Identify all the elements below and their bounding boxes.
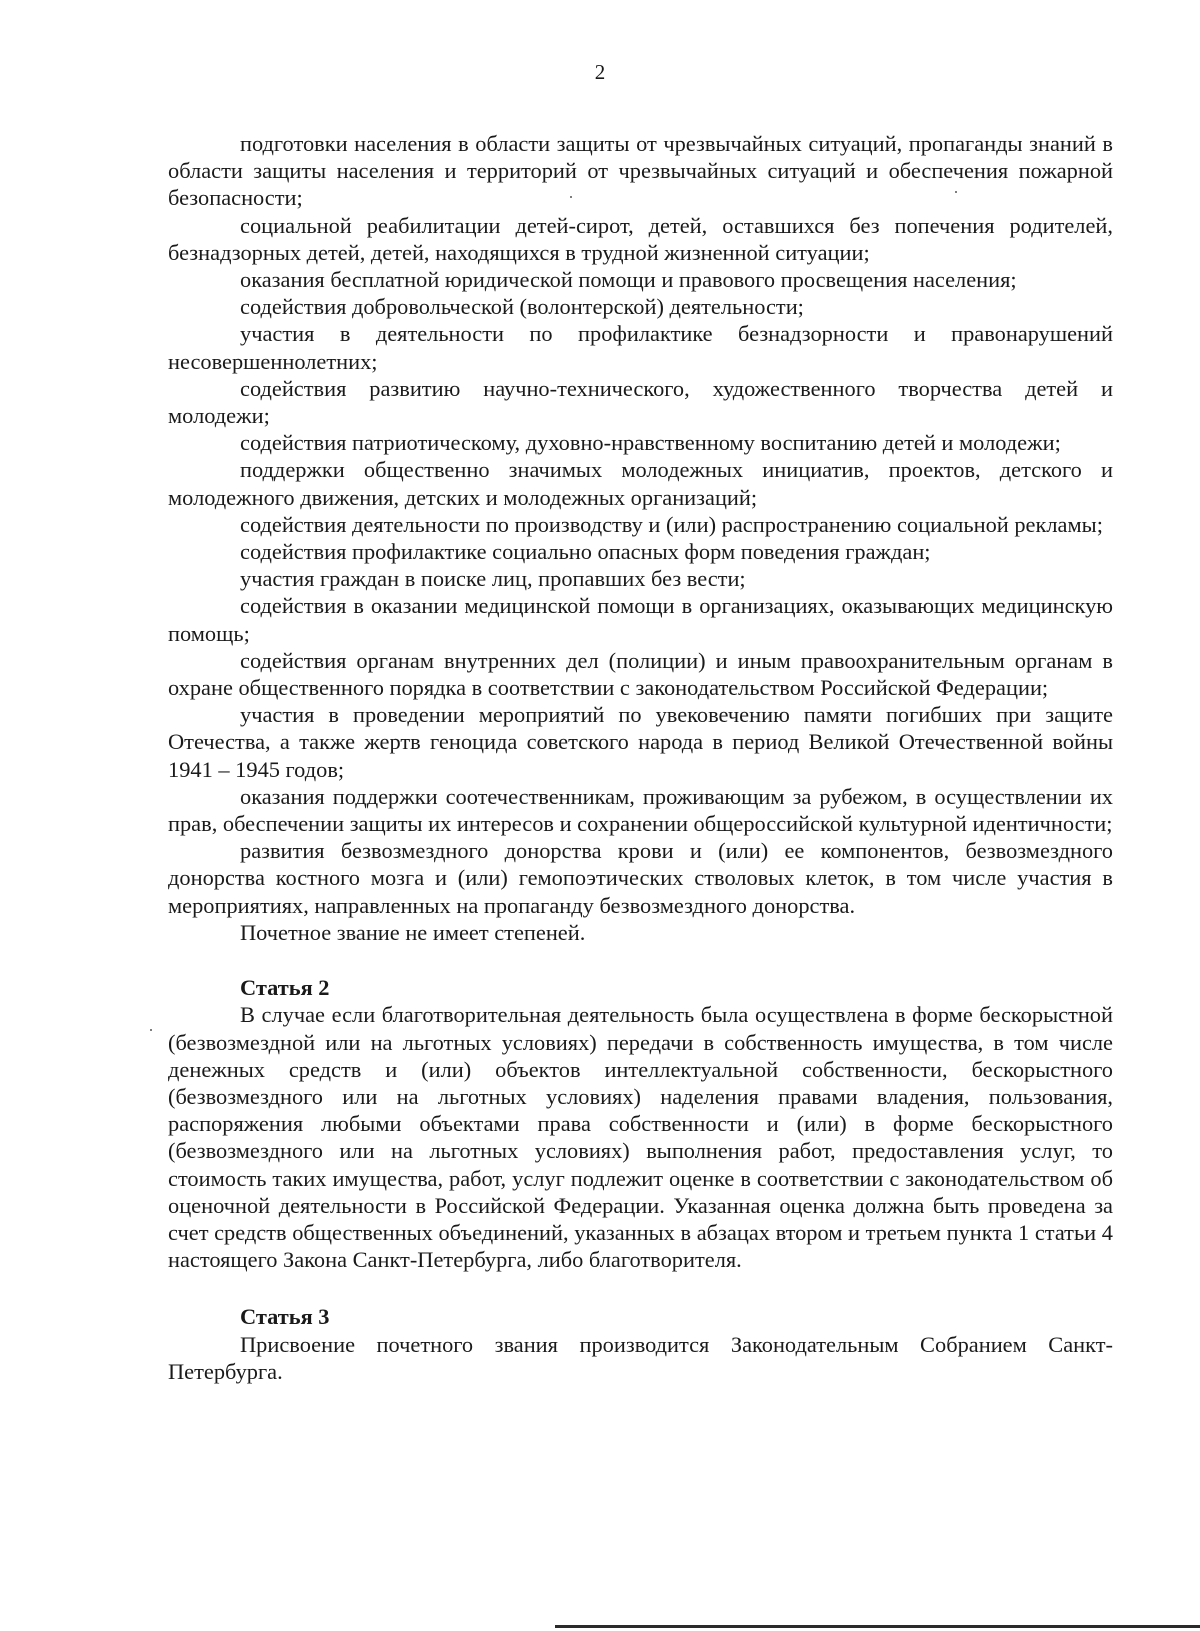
list-item: оказания поддержки соотечественникам, проживающим за рубежом, в осуществлении их прав, обеспечении защиты их интересов и сохранении общероссийской культурной идентичности; [168,783,1113,837]
page-number: 2 [594,60,606,84]
list-item: участия в проведении мероприятий по увековечению памяти погибших при защите Отечества, а также жертв геноцида советского народа в период Великой Отечественной войны 1941 – 1945 годов; [168,702,1113,782]
article-3 [168,1303,1113,1385]
list-item: содействия профилактике социально опасных форм поведения граждан; [240,539,931,565]
scan-edge-line [555,1625,1200,1628]
list-item: подготовки населения в области защиты от чрезвычайных ситуаций, пропаганды знаний в области защиты населения и территорий от чрезвычайных ситуаций и обеспечения пожарной безопасности; [168,131,1113,211]
list-item: содействия деятельности по производству и (или) распространению социальной рекламы; [240,511,1103,537]
list-item: поддержки общественно значимых молодежных инициатив, проектов, детского и молодежного движения, детских и молодежных организаций; [168,457,1113,510]
degree-statement: Почетное звание не имеет степеней. [240,919,586,945]
scan-speck [150,1029,152,1031]
purpose-list [168,130,1113,946]
list-item: участия в деятельности по профилактике безнадзорности и правонарушений несовершеннолетних; [168,321,1113,374]
list-item: развития безвозмездного донорства крови и (или) ее компонентов, безвозмездного донорства костного мозга и (или) гемопоэтических стволовых клеток, в том числе участия в мероприятиях, направленных на пропаганду безвозмездного донорства. [168,838,1113,918]
article-2 [168,974,1113,1273]
document-body [168,130,1113,1385]
list-item: содействия в оказании медицинской помощи в организациях, оказывающих медицинскую помощь; [168,593,1113,646]
article-2-text: В случае если благотворительная деятельность была осуществлена в форме бескорыстной (безвозмездной или на льготных условиях) передачи в собственность имущества, в том числе денежных средств и (или) объектов интеллектуальной собственности, бескорыстного (безвозмездного или на льготных условиях) наделения правами владения, пользования, распоряжения любыми объектами права собственности и (или) в форме бескорыстного (безвозмездного или на льготных условиях) выполнения работ, предоставления услуг, то стоимость таких имущества, работ, услуг подлежит оценке в соответствии с законодательством об оценочной деятельности в Российской Федерации. Указанная оценка должна быть проведена за счет средств общественных объединений, указанных в абзацах втором и третьем пункта 1 статьи 4 настоящего Закона Санкт-Петербурга, либо благотворителя. [168,1002,1113,1273]
list-item: оказания бесплатной юридической помощи и правового просвещения населения; [240,267,1017,293]
list-item: содействия органам внутренних дел (полиции) и иным правоохранительным органам в охране общественного порядка в соответствии с законодательством Российской Федерации; [168,647,1113,701]
scan-speck [570,196,572,198]
list-item: содействия патриотическому, духовно-нравственному воспитанию детей и молодежи; [240,430,1061,456]
article-3-heading: Статья 3 [240,1304,330,1330]
list-item: содействия добровольческой (волонтерской) деятельности; [240,294,804,320]
list-item: участия граждан в поиске лиц, пропавших без вести; [240,566,746,592]
scan-speck [955,191,957,193]
list-item: содействия развитию научно-технического, художественного творчества детей и молодежи; [168,375,1113,429]
list-item: социальной реабилитации детей-сирот, детей, оставшихся без попечения родителей, безнадзорных детей, детей, находящихся в трудной жизненной ситуации; [168,212,1113,265]
article-3-text: Присвоение почетного звания производится Законодательным Собранием Санкт-Петербурга. [168,1331,1113,1384]
article-2-heading: Статья 2 [240,975,330,1001]
